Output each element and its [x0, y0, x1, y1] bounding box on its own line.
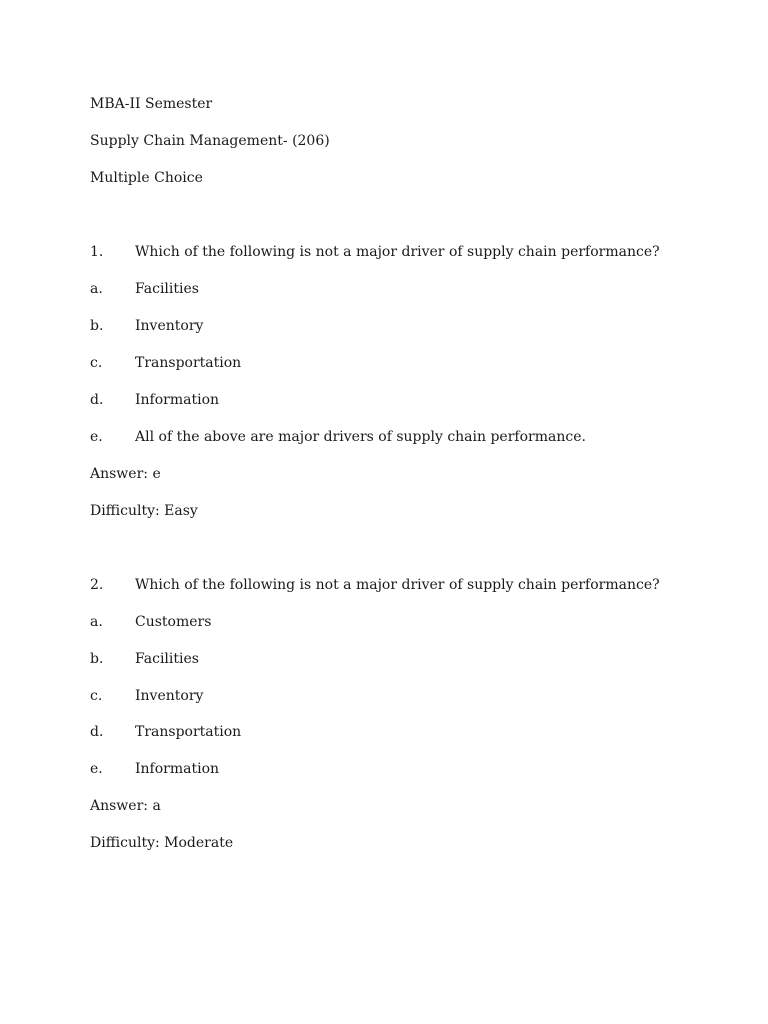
- subject-heading: Supply Chain Management- (206): [90, 133, 330, 149]
- option-text: Inventory: [135, 688, 204, 704]
- answer-line: Answer: e: [90, 466, 161, 482]
- question-number: 2.: [90, 577, 104, 593]
- difficulty-line: Difficulty: Moderate: [90, 835, 234, 851]
- difficulty-line: Difficulty: Easy: [90, 503, 198, 519]
- question-text: Which of the following is not a major driver of supply chain performance?: [135, 577, 660, 593]
- option-letter: c.: [90, 355, 103, 371]
- option-text: Information: [135, 761, 220, 777]
- option-letter: a.: [90, 614, 103, 630]
- option-letter: a.: [90, 281, 103, 297]
- question-2: [90, 576, 690, 594]
- option-letter: c.: [90, 688, 103, 704]
- option-text: Facilities: [135, 281, 199, 297]
- option-text: Transportation: [135, 724, 242, 740]
- option-a: [90, 613, 690, 631]
- question-1: [90, 243, 690, 261]
- option-letter: e.: [90, 429, 103, 445]
- option-letter: d.: [90, 392, 104, 408]
- option-a: [90, 280, 690, 298]
- option-text: Inventory: [135, 318, 204, 334]
- option-text: Customers: [135, 614, 212, 630]
- option-e: [90, 428, 690, 446]
- option-letter: b.: [90, 318, 104, 334]
- option-b: [90, 650, 690, 668]
- option-text: Facilities: [135, 651, 199, 667]
- option-c: [90, 687, 690, 705]
- course-heading: MBA-II Semester: [90, 96, 213, 112]
- option-letter: b.: [90, 651, 104, 667]
- option-letter: e.: [90, 761, 103, 777]
- option-letter: d.: [90, 724, 104, 740]
- option-c: [90, 354, 690, 372]
- question-number: 1.: [90, 244, 104, 260]
- option-text: Transportation: [135, 355, 242, 371]
- option-text: All of the above are major drivers of supply chain performance.: [135, 429, 586, 445]
- option-e: [90, 760, 690, 778]
- option-text: Information: [135, 392, 220, 408]
- option-d: [90, 391, 690, 409]
- answer-line: Answer: a: [90, 798, 161, 814]
- question-text: Which of the following is not a major driver of supply chain performance?: [135, 244, 660, 260]
- section-heading: Multiple Choice: [90, 170, 203, 186]
- option-b: [90, 317, 690, 335]
- option-d: [90, 723, 690, 741]
